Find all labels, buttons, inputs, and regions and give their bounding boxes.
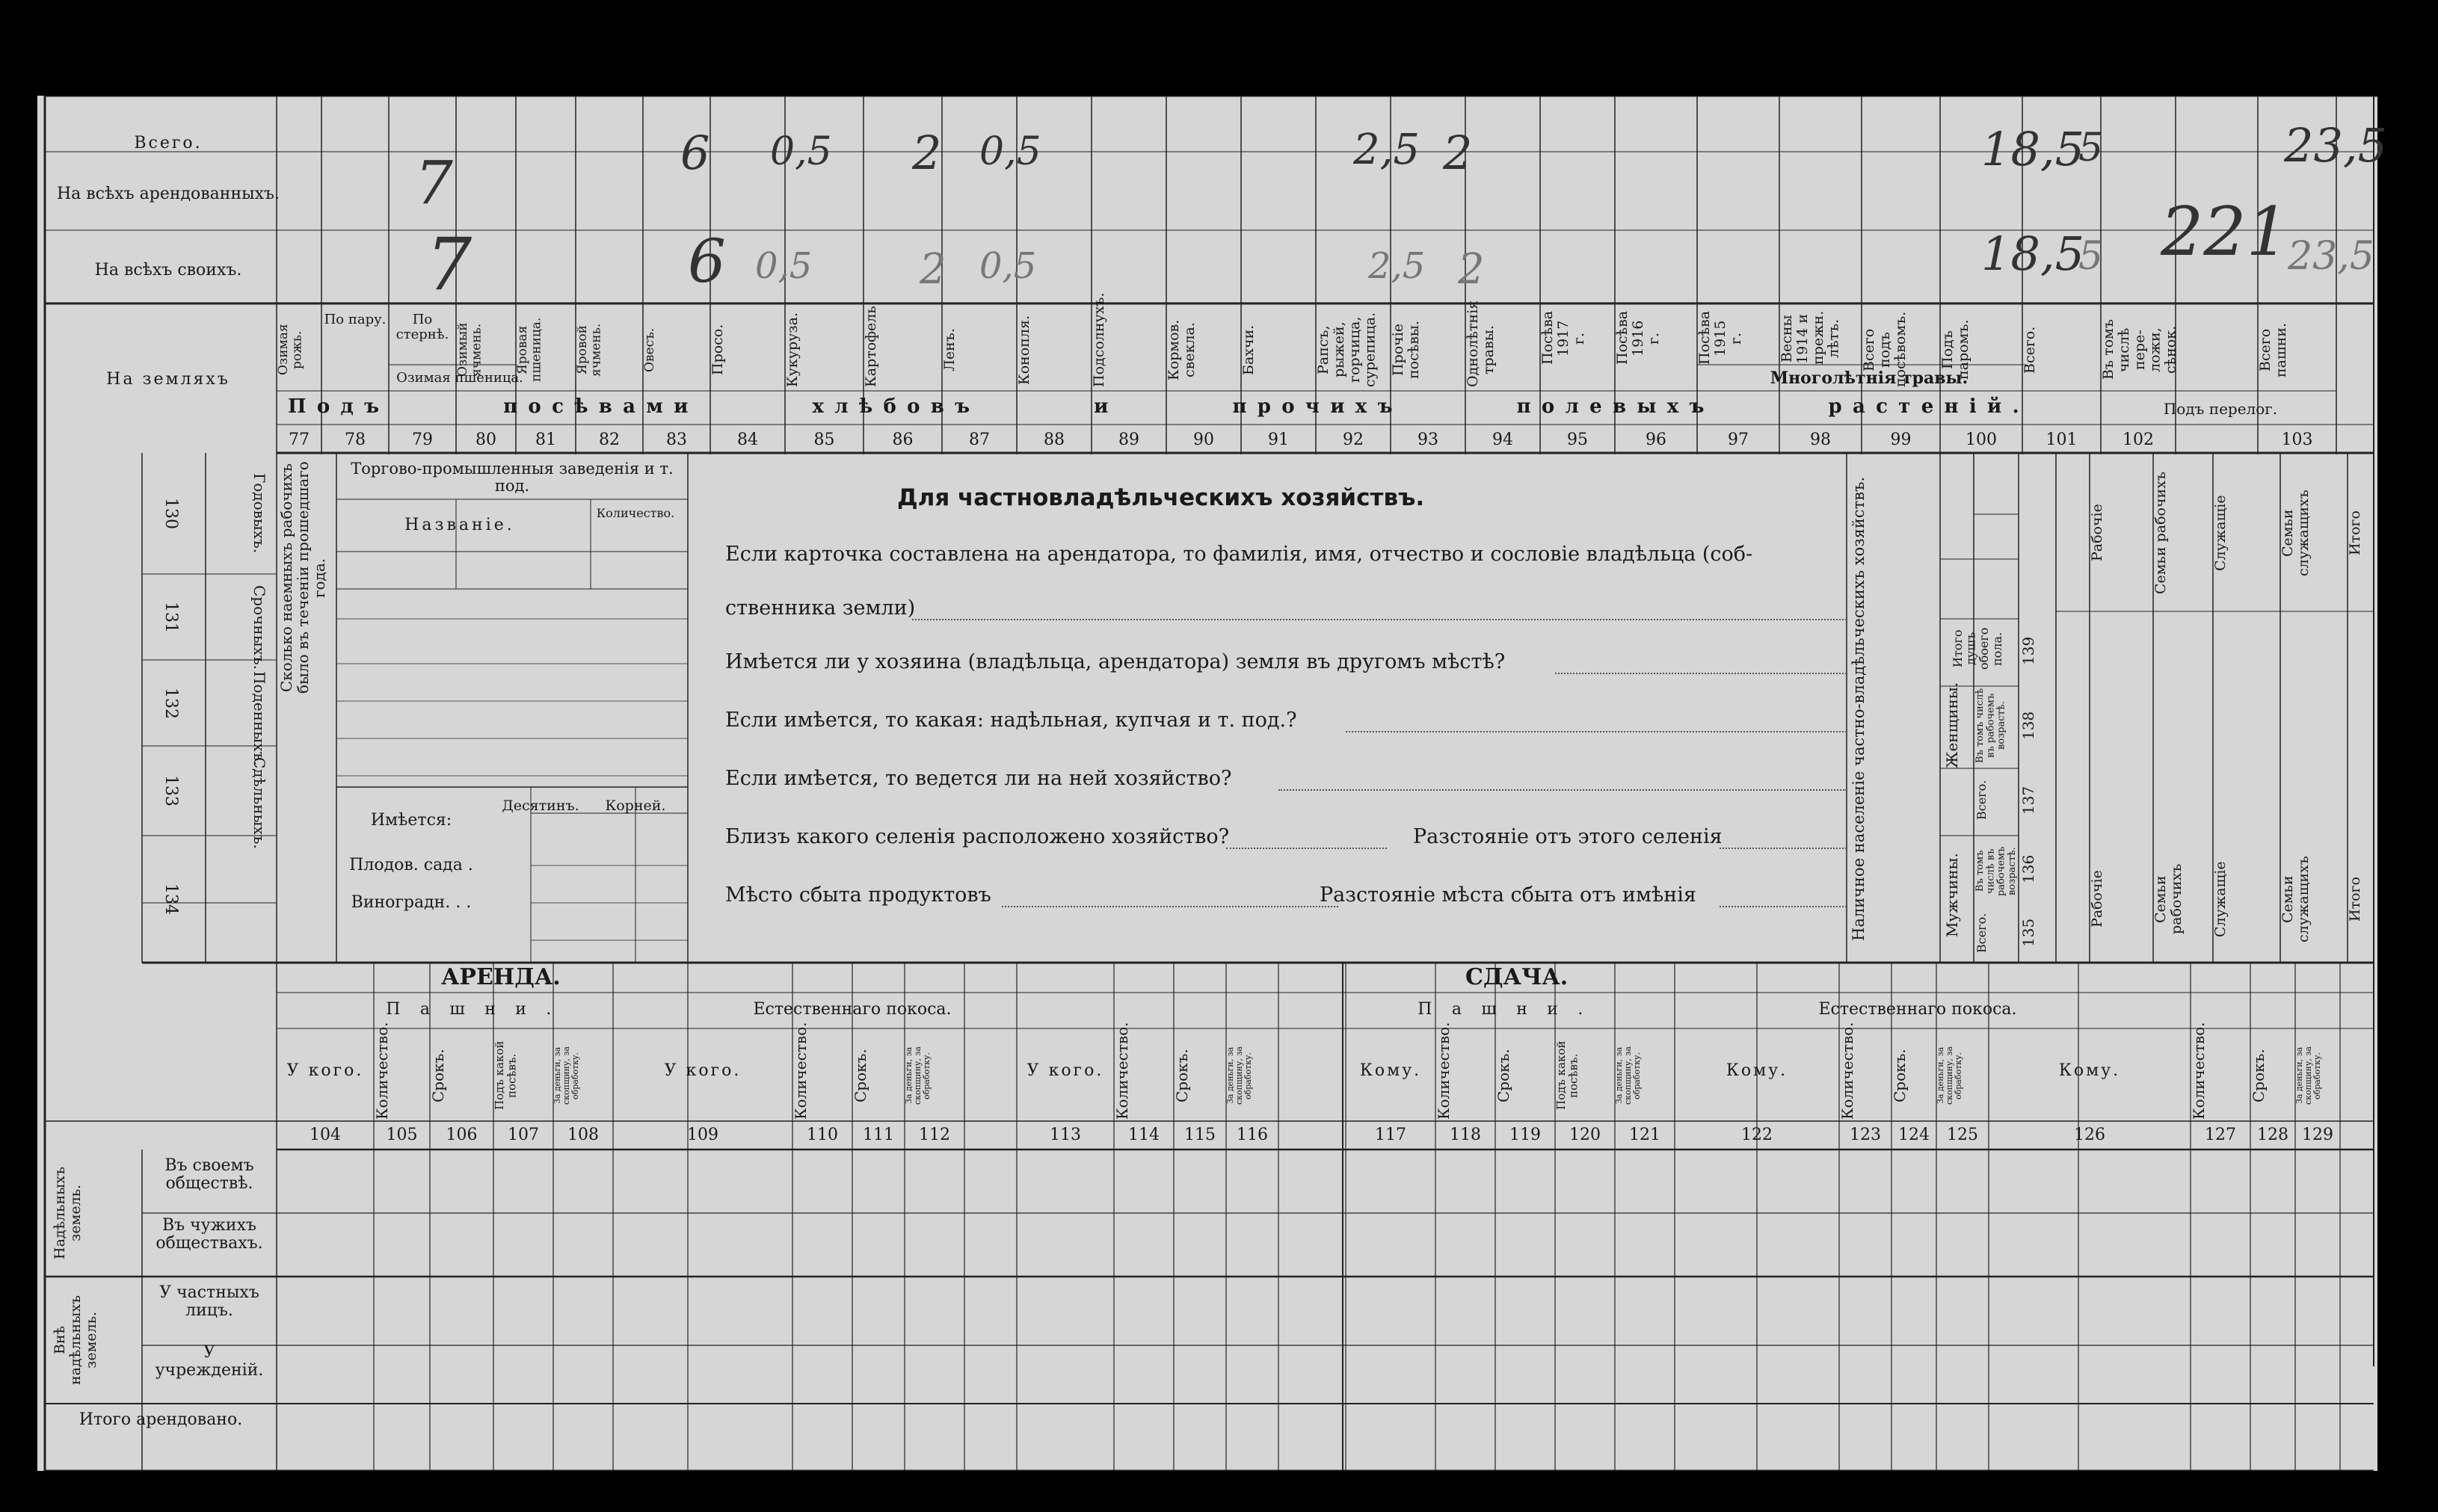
crop-header-konoplya: Конопля. xyxy=(1016,315,1032,385)
answer-line-q1[interactable] xyxy=(912,619,1847,620)
col-number: 98 xyxy=(1810,431,1831,449)
answer-line-q5[interactable] xyxy=(1226,848,1387,849)
worker-row-number: 132 xyxy=(161,687,180,719)
lease-col-number: 128 xyxy=(2257,1126,2288,1144)
row-label-total: Всего. xyxy=(134,134,203,152)
arenda-pashni-header: Пашни. xyxy=(386,1000,571,1019)
col-number: 94 xyxy=(1492,431,1513,449)
lease-col-number: 110 xyxy=(807,1126,838,1144)
trade-qty-header: Количество. xyxy=(596,506,675,520)
crop-header-posev1915: Посѣва 1915 г. xyxy=(1696,310,1744,365)
lease-header-za-dengi: За деньги, за скопщину, за обработку. xyxy=(1614,1046,1643,1105)
population-col-number: 137 xyxy=(2019,786,2037,815)
desyatin-header: Десятинъ. xyxy=(502,797,579,814)
hw-raps-total: 2 xyxy=(1443,126,1473,180)
header-pod-perelog: Подъ перелог. xyxy=(2163,400,2278,418)
hw-fallow-own: 5 xyxy=(2078,234,2104,279)
crop-header-yarovaya-pshen: Яровая пшеница. xyxy=(515,317,544,383)
lease-header-srok: Срокъ. xyxy=(429,1049,447,1102)
korney-header: Корней. xyxy=(605,797,666,814)
worker-type-label: Поденныхъ. xyxy=(250,671,268,766)
population-col-header-top: Рабочiе xyxy=(2089,504,2105,562)
lease-header-u-kogo: У кого. xyxy=(664,1061,742,1080)
hw-bakhchi-own: 2,5 xyxy=(1368,245,1426,287)
lease-header-u-kogo: У кого. xyxy=(286,1061,364,1080)
hw-oves-total: 0,5 xyxy=(770,129,832,174)
arenda-pokos-header: Естественнаго покоса. xyxy=(753,1000,952,1019)
private-q1b: ственника земли) xyxy=(725,596,916,620)
lease-col-number: 123 xyxy=(1850,1126,1881,1144)
row-label-lands: На земляхъ xyxy=(106,370,230,389)
population-col-header-bottom: Семьи рабочихъ xyxy=(2152,863,2185,935)
worker-row-number: 131 xyxy=(161,601,180,633)
crop-header-posev1916: Посѣва 1916 г. xyxy=(1614,310,1662,365)
answer-line-q4[interactable] xyxy=(1278,789,1847,791)
population-col-number: 139 xyxy=(2019,636,2037,665)
lease-header-komu: Кому. xyxy=(1726,1061,1788,1080)
hw-perelog-own: 221 xyxy=(2161,193,2289,271)
col-number: 96 xyxy=(1646,431,1666,449)
hw-yarovoy-total: 6 xyxy=(680,126,710,180)
col-number: 90 xyxy=(1193,431,1214,449)
population-vertical-title: Наличное населенiе частно-владѣльческихъ хозяйствъ. xyxy=(1850,476,1868,941)
worker-type-label: Сдѣльныхъ. xyxy=(250,757,268,849)
col-number: 84 xyxy=(737,431,758,449)
lease-col-number: 108 xyxy=(567,1126,599,1144)
population-col-number: 135 xyxy=(2019,918,2037,948)
crop-header-odnoletnie: Однолѣтнiя травы. xyxy=(1465,300,1497,387)
lease-col-number: 107 xyxy=(508,1126,539,1144)
hw-raps-own: 2 xyxy=(1458,245,1485,294)
lease-col-number: 112 xyxy=(919,1126,950,1144)
col-number: 85 xyxy=(813,431,835,449)
hw-all-sown-own: 18,5 xyxy=(1981,226,2085,281)
lease-col-number: 127 xyxy=(2205,1126,2236,1144)
col-number: 92 xyxy=(1343,431,1364,449)
lease-header-u-kogo: У кого. xyxy=(1026,1061,1104,1080)
lease-col-number: 122 xyxy=(1741,1126,1773,1144)
col-number: 93 xyxy=(1417,431,1438,449)
row-own-society: Въ своемъ обществѣ. xyxy=(164,1156,254,1194)
crop-header-vsego-posev: Всего подъ посѣвомъ. xyxy=(1861,311,1909,387)
crop-header-len: Ленъ. xyxy=(941,328,958,371)
crop-header-proso: Просо. xyxy=(709,324,726,376)
answer-line-q3[interactable] xyxy=(1346,731,1847,732)
lease-col-number: 116 xyxy=(1237,1126,1268,1144)
private-q3: Если имѣется, то какая: надѣльная, купчая и т. под.? xyxy=(725,709,1297,732)
lease-col-number: 115 xyxy=(1184,1126,1216,1144)
population-col-header-bottom: Итого xyxy=(2347,877,2363,922)
hw-rye-own: 7 xyxy=(426,223,472,306)
lease-header-srok: Срокъ. xyxy=(1891,1049,1909,1102)
private-title: Для частновладѣльческихъ хозяйствъ. xyxy=(897,484,1425,511)
crop-header-ozim-yachmen: Озимый ячмень. xyxy=(455,322,484,377)
private-q6: Мѣсто сбыта продуктовъ xyxy=(725,883,991,907)
col-number: 91 xyxy=(1268,431,1289,449)
col-number: 99 xyxy=(1890,431,1912,449)
col-number: 78 xyxy=(345,431,366,449)
lease-col-number: 125 xyxy=(1947,1126,1978,1144)
women-working-age-label: Въ томъ числѣ въ рабочемъ возрастѣ. xyxy=(1974,688,2007,763)
has-label: Имѣется: xyxy=(370,811,452,830)
crop-header-raps: Рапсъ, рыжей, горчица, сурепица. xyxy=(1315,312,1379,387)
col-number: 80 xyxy=(475,431,496,449)
lease-col-number: 109 xyxy=(687,1126,718,1144)
row-total-leased: Итого арендовано. xyxy=(79,1410,243,1429)
row-institutions: У учрежденiй. xyxy=(155,1343,264,1380)
private-q5: Близъ какого селенiя расположено хозяйство? xyxy=(725,825,1230,848)
population-col-number: 136 xyxy=(2019,854,2037,884)
hw-rye-total: 7 xyxy=(415,148,453,217)
crop-header-ozim-rozh: Озимая рожь. xyxy=(276,324,305,376)
sdacha-pokos-header: Естественнаго покоса. xyxy=(1818,1000,2017,1019)
lease-header-kolichestvo: Количество. xyxy=(792,1022,810,1120)
lease-header-pod-kakoy: Подъ какой посѣвъ. xyxy=(493,1040,519,1111)
worker-type-label: Годовыхъ. xyxy=(250,473,268,554)
lease-header-za-dengi: За деньги, за скопщину, за обработку. xyxy=(904,1046,932,1105)
non-nadel-lands-label: Внѣ надѣльныхъ земель. xyxy=(52,1295,99,1386)
header-ozimaya-pshenitsa: Озимая пшеница. xyxy=(396,370,523,386)
hw-yarovoy-own: 6 xyxy=(688,226,726,296)
worker-type-label: Срочныхъ. xyxy=(250,585,268,670)
lease-header-za-dengi: За деньги, за скопщину, за обработку. xyxy=(1225,1046,1254,1105)
hw-ploughland-total: 23,5 xyxy=(2284,118,2388,173)
trade-title: Торгово-промышленныя заведенiя и т. под. xyxy=(351,460,674,496)
crop-header-vesna1914: Весны 1914 и прежн. лѣтъ. xyxy=(1779,310,1842,365)
col-number: 79 xyxy=(412,431,433,449)
answer-line-q6b[interactable] xyxy=(1720,906,1847,907)
worker-row-number: 130 xyxy=(161,498,180,529)
lease-col-number: 117 xyxy=(1375,1126,1406,1144)
population-col-header-bottom: Служащiе xyxy=(2212,861,2229,937)
col-number: 81 xyxy=(535,431,556,449)
lease-col-number: 114 xyxy=(1128,1126,1160,1144)
col-number: 102 xyxy=(2123,431,2154,449)
crop-header-po-sterne: По стернѣ. xyxy=(395,312,449,342)
answer-line-q6[interactable] xyxy=(1002,906,1338,907)
sown-banner: Подъ посѣвами хлѣбовъ и прочихъ полевыхъ растенiй. xyxy=(288,395,2030,418)
hw-oves-own: 0,5 xyxy=(755,245,813,287)
lease-header-srok: Срокъ. xyxy=(1173,1049,1191,1102)
lease-header-srok: Срокъ. xyxy=(852,1049,869,1102)
lease-header-pod-kakoy: Подъ какой посѣвъ. xyxy=(1554,1040,1580,1111)
col-number: 97 xyxy=(1728,431,1749,449)
lease-col-number: 113 xyxy=(1050,1126,1081,1144)
crop-header-kormovaya-svekla: Кормов. свекла. xyxy=(1166,319,1198,380)
sdacha-title: СДАЧА. xyxy=(1465,964,1569,990)
population-col-header-top: Итого xyxy=(2347,510,2363,555)
crop-header-posev1917: Посѣва 1917 г. xyxy=(1539,310,1587,365)
crop-header-vsego-perelog: Всего. xyxy=(2022,326,2038,374)
lease-header-srok: Срокъ. xyxy=(2250,1049,2268,1102)
crop-header-po-paru: По пару. xyxy=(324,312,387,327)
lease-header-kolichestvo: Количество. xyxy=(2190,1022,2208,1120)
trade-name-header: Названiе. xyxy=(404,516,515,534)
lease-header-kolichestvo: Количество. xyxy=(1435,1022,1453,1120)
row-private-persons: У частныхъ лицъ. xyxy=(159,1283,259,1321)
population-col-header-bottom: Семьи служащихъ xyxy=(2280,856,2312,942)
col-number: 82 xyxy=(599,431,620,449)
answer-line-q5b[interactable] xyxy=(1720,848,1847,849)
col-number: 88 xyxy=(1044,431,1065,449)
worker-row-number: 134 xyxy=(161,883,180,915)
hw-kukuruza-own: 2 xyxy=(920,245,946,294)
hw-kartofel-total: 0,5 xyxy=(979,129,1041,174)
lease-col-number: 105 xyxy=(386,1126,418,1144)
hired-workers-vertical: Сколько наемныхъ рабочихъ было въ теченiи прошедшаго года. xyxy=(277,461,328,694)
crop-header-pod-parom: Подъ паромъ. xyxy=(1939,319,1971,380)
lease-header-za-dengi: За деньги, за скопщину, за обработку. xyxy=(1936,1046,1964,1105)
census-card xyxy=(37,96,2388,1471)
crop-header-yarovoy-yachmen: Яровой ячмень. xyxy=(575,323,604,377)
answer-line-q2[interactable] xyxy=(1555,673,1847,674)
row-other-societies: Въ чужихъ обществахъ. xyxy=(156,1216,263,1253)
hw-all-sown-total: 18,5 xyxy=(1981,122,2085,176)
lease-header-komu: Кому. xyxy=(2058,1061,2121,1080)
private-q6b: Разстоянiе мѣста сбыта отъ имѣнiя xyxy=(1320,883,1696,907)
lease-col-number: 124 xyxy=(1898,1126,1930,1144)
lease-header-za-dengi: За деньги, за скопщину, за обработку. xyxy=(2294,1046,2323,1105)
crop-header-oves: Овесъ. xyxy=(642,327,657,372)
population-col-header-top: Семьи рабочихъ xyxy=(2152,472,2169,595)
hw-kukuruza-total: 2 xyxy=(912,126,942,180)
col-number: 86 xyxy=(892,431,914,449)
hw-bakhchi-total: 2,5 xyxy=(1353,126,1420,174)
nadel-lands-label: Надѣльныхъ земель. xyxy=(52,1166,84,1260)
lease-header-komu: Кому. xyxy=(1359,1061,1422,1080)
crop-header-bakhchi: Бахчи. xyxy=(1240,324,1257,375)
lease-col-number: 106 xyxy=(446,1126,478,1144)
men-working-age-label: Въ томъ числѣ въ рабочемъ возрастѣ. xyxy=(1974,846,2018,896)
col-number: 83 xyxy=(666,431,687,449)
women-label: Женщины. xyxy=(1943,682,1961,768)
lease-col-number: 120 xyxy=(1569,1126,1601,1144)
lease-header-srok: Срокъ. xyxy=(1494,1049,1512,1102)
lease-col-number: 118 xyxy=(1450,1126,1481,1144)
total-souls-label: Итого душъ обоего пола. xyxy=(1951,627,2004,670)
hw-kartofel-own: 0,5 xyxy=(979,245,1037,287)
col-number: 100 xyxy=(1966,431,1997,449)
private-q5b: Разстоянiе отъ этого селенiя xyxy=(1413,825,1723,848)
crop-header-v-tom-chisle: Въ томъ числѣ пере-ложи, сѣнок. xyxy=(2100,319,2179,380)
crop-header-kartofel: Картофель. xyxy=(863,301,879,387)
hw-ploughland-own: 23,5 xyxy=(2288,234,2374,279)
sdacha-pashni-header: Пашни. xyxy=(1417,1000,1603,1019)
crop-header-vsego-pashni: Всего пашни. xyxy=(2257,322,2289,377)
men-total-label: Всего. xyxy=(1974,913,1989,953)
lease-header-kolichestvo: Количество. xyxy=(373,1022,391,1120)
col-number: 77 xyxy=(289,431,310,449)
private-q2: Имѣется ли у хозяина (владѣльца, арендатора) земля въ другомъ мѣстѣ? xyxy=(725,650,1506,673)
population-col-header-top: Служащiе xyxy=(2212,495,2229,571)
population-col-header-top: Семьи служащихъ xyxy=(2280,490,2312,576)
population-col-header-bottom: Рабочiе xyxy=(2089,870,2105,928)
crop-header-podsolnukh: Подсолнухъ. xyxy=(1091,292,1107,387)
col-number: 87 xyxy=(969,431,990,449)
private-q4: Если имѣется, то ведется ли на ней хозяйство? xyxy=(725,767,1232,790)
col-number: 89 xyxy=(1118,431,1139,449)
lease-header-za-dengi: За деньги, за скопщину, за обработку. xyxy=(552,1046,581,1105)
lease-col-number: 104 xyxy=(310,1126,341,1144)
women-total-label: Всего. xyxy=(1974,780,1989,821)
lease-header-kolichestvo: Количество. xyxy=(1838,1022,1856,1120)
lease-col-number: 119 xyxy=(1509,1126,1541,1144)
private-q1: Если карточка составлена на арендатора, то фамилiя, имя, отчество и сословiе владѣльца (соб- xyxy=(725,543,1753,566)
arenda-title: АРЕНДА. xyxy=(441,964,561,990)
lease-col-number: 111 xyxy=(863,1126,894,1144)
row-label-own: На всѣхъ своихъ. xyxy=(94,261,242,280)
lease-header-kolichestvo: Количество. xyxy=(1113,1022,1131,1120)
header-mnogoletnie: Многолѣтнiя травы. xyxy=(1770,368,1968,388)
crop-header-prochie: Прочiе посѣвы. xyxy=(1390,320,1422,380)
worker-row-number: 133 xyxy=(161,775,180,806)
crop-header-kukuruza: Кукуруза. xyxy=(784,312,801,387)
men-label: Мужчины. xyxy=(1943,853,1961,938)
orchard-label: Плодов. сада . xyxy=(349,856,473,874)
lease-col-number: 129 xyxy=(2302,1126,2333,1144)
col-number: 95 xyxy=(1567,431,1588,449)
lease-col-number: 126 xyxy=(2074,1126,2105,1144)
vineyard-label: Виноградн. . . xyxy=(351,893,472,912)
population-col-number: 138 xyxy=(2019,711,2037,740)
hw-fallow-total: 5 xyxy=(2078,126,2104,170)
row-label-rented: На всѣхъ арендованныхъ. xyxy=(56,185,280,203)
col-number: 101 xyxy=(2045,431,2078,449)
col-number: 103 xyxy=(2281,431,2313,449)
lease-col-number: 121 xyxy=(1629,1126,1660,1144)
